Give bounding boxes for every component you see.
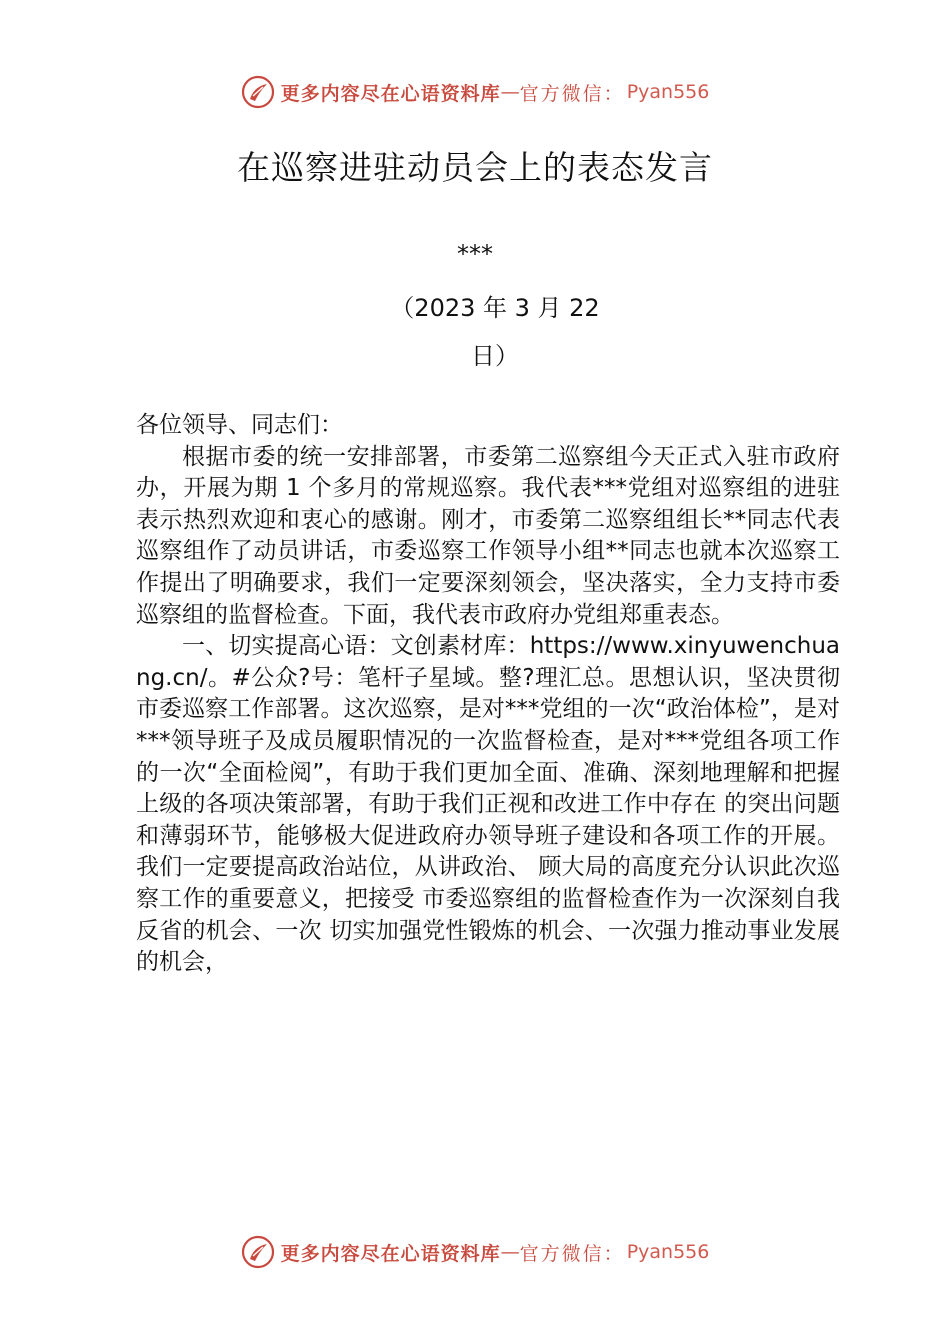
banner-text: 更多内容尽在心语资料库: [280, 1242, 501, 1265]
banner-wechat-label: 官方微信：: [519, 1242, 625, 1265]
banner-separator: —: [500, 1241, 520, 1263]
banner-wechat-id: Pyan556: [626, 1241, 710, 1263]
document-author: ***: [457, 240, 493, 268]
banner-wechat-id: Pyan556: [626, 81, 710, 103]
footer-banner: [0, 1232, 950, 1272]
document-title: 在巡察进驻动员会上的表态发言: [237, 148, 713, 187]
paragraph: 一、切实提高心语：文创素材库：https://www.xinyuwenchuang.cn/。#公众?号：笔杆子星域。整?理汇总。思想认识，坚决贯彻市委巡察工作部署。这次巡察，是对***党组的一次“政治体检”，是对***领导班子及成员履职情况的一次监督检查，是对***党组各项工作的一次“全面检阅”，有助于我们更加全面、准确、深刻地理解和把握上级的各项决策部署，有助于我们正视和改进工作中存在 的突出问题和薄弱环节，能够极大促进政府办领导班子建设和各项工作的开展。我们一定要提高政治站位，从讲政治、 顾大局的高度充分认识此次巡察工作的重要意义，把接受 市委巡察组的监督检查作为一次深刻自我反省的机会、一次 切实加强党性锻炼的机会、一次强力推动事业发展的机会，: [136, 633, 840, 976]
header-banner: [0, 72, 950, 112]
document-body: [136, 410, 840, 979]
banner-separator: —: [500, 81, 520, 103]
banner-wechat-label: 官方微信：: [519, 82, 625, 105]
brand-logo-icon: [241, 1235, 275, 1269]
brand-logo-icon: [241, 75, 275, 109]
paragraph: 根据市委的统一安排部署，市委第二巡察组今天正式入驻市政府办，开展为期 1 个多月的常规巡察。我代表***党组对巡察组的进驻表示热烈欢迎和衷心的感谢。刚才，市委第二巡察组组长**同志代表巡察组作了动员讲话，市委巡察工作领导小组**同志也就本次巡察工作提出了明确要求，我们一定要深刻领会，坚决落实，全力支持市委巡察组的监督检查。下面，我代表市政府办党组郑重表态。: [136, 443, 840, 628]
banner-text: 更多内容尽在心语资料库: [280, 82, 501, 105]
salutation: 各位领导、同志们：: [136, 412, 343, 438]
document-date: （2023 年 3 月 22 日）: [390, 294, 600, 370]
